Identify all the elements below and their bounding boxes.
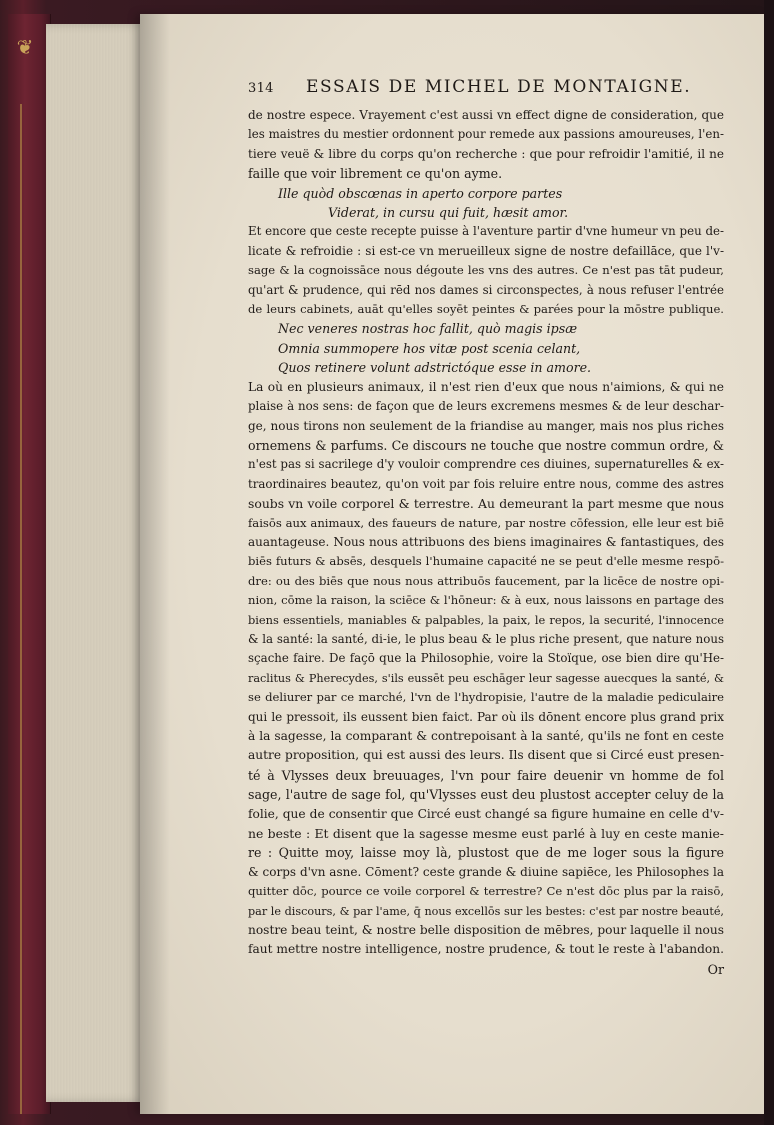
- text-line: nostre beau teint, & nostre belle disposition de mēbres, pour laquelle il nous: [248, 923, 724, 938]
- text-line: raclitus & Pherecydes, s'ils eussēt peu eschāger leur sagesse auecques la santé, &: [248, 671, 724, 685]
- paragraph-2: [248, 222, 724, 319]
- page-number: 314: [248, 81, 274, 96]
- text-line: soubs vn voile corporel & terrestre. Au demeurant la part mesme que nous: [248, 496, 724, 512]
- text-line: ornemens & parfums. Ce discours ne touche que nostre commun ordre, &: [248, 437, 724, 453]
- text-line: de nostre espece. Vrayement c'est aussi vn effect digne de consideration, que: [248, 108, 724, 122]
- verse-line: Ille quòd obscœnas in aperto corpore partes: [278, 185, 563, 201]
- text-line: qu'art & prudence, qui rēd nos dames si circonspectes, à nous refuser l'entrée: [248, 282, 724, 297]
- running-title: ESSAIS DE MICHEL DE MONTAIGNE.: [306, 77, 692, 97]
- text-line: ge, nous tirons non seulement de la friandise au manger, mais nos plus riches: [248, 418, 724, 433]
- text-line: faisōs aux animaux, des faueurs de nature, par nostre cōfession, elle leur est biē: [248, 515, 724, 530]
- text-line: re : Quitte moy, laisse moy là, plustost que de me loger sous la figure: [248, 845, 724, 861]
- text-line: biēs futurs & absēs, desquels l'humaine capacité ne se peut d'elle mesme respō-: [248, 554, 724, 569]
- text-line: autre proposition, qui est aussi des leurs. Ils disent que si Circé eust presen-: [248, 748, 724, 763]
- book-cover-spine: [8, 14, 51, 1114]
- text-line: & corps d'vn asne. Cōment? ceste grande & diuine sapiēce, les Philosophes la: [248, 864, 724, 879]
- text-line: té à Vlysses deux breuuages, l'vn pour faire deuenir vn homme de fol: [248, 767, 724, 783]
- text-line: & la santé: la santé, di-ie, le plus beau & le plus riche present, que nature nous: [248, 631, 724, 646]
- text-line: sage, l'autre de sage fol, qu'Vlysses eust deu plustost accepter celuy de la: [248, 787, 724, 803]
- text-line: traordinaires beautez, qu'on voit par fois reluire entre nous, comme des astres: [248, 476, 724, 491]
- text-block: [248, 78, 724, 979]
- text-line: faut mettre nostre intelligence, nostre prudence, & tout le reste à l'abandon.: [248, 942, 724, 957]
- text-line: ne beste : Et disent que la sagesse mesme eust parlé à luy en ceste manie-: [248, 826, 724, 842]
- text-line: auantageuse. Nous nous attribuons des biens imaginaires & fantastiques, des: [248, 534, 724, 549]
- text-line: par le discours, & par l'ame, q̄ nous excellōs sur les bestes: c'est par nostre beauté,: [248, 904, 724, 918]
- text-line: biens essentiels, maniables & palpables, la paix, le repos, la securité, l'innocence: [248, 612, 724, 627]
- text-line: les maistres du mestier ordonnent pour remede aux passions amoureuses, l'en-: [248, 127, 724, 142]
- text-line: quitter dōc, pource ce voile corporel & terrestre? Ce n'est dōc plus par la raisō,: [248, 884, 724, 899]
- gutter-shadow: [140, 14, 170, 1114]
- verse-line: Omnia summopere hos vitæ post scenia celant,: [278, 340, 581, 356]
- text-line: qui le pressoit, ils eussent bien faict. Par où ils dōnent encore plus grand prix: [248, 709, 724, 724]
- text-line: sage & la cognoissāce nous dégoute les vns des autres. Ce n'est pas tāt pudeur,: [248, 263, 724, 278]
- verse-line: Quos retinere volunt adstrictóque esse in amore.: [278, 360, 592, 376]
- text-line: dre: ou des biēs que nous nous attribuōs faucement, par la licēce de nostre opi-: [248, 573, 724, 588]
- text-line: sçache faire. De façō que la Philosophie, voire la Stoïque, ose bien dire qu'He-: [248, 651, 724, 666]
- text-line: tiere veuë & libre du corps qu'on recherche : que pour refroidir l'amitié, il ne: [248, 146, 724, 161]
- text-line: à la sagesse, la comparant & contrepoisant à la santé, qu'ils ne font en ceste: [248, 729, 724, 743]
- paragraph-3: [248, 378, 724, 960]
- text-line: de leurs cabinets, auāt qu'elles soyēt peintes & parées pour la mōstre publique.: [248, 302, 724, 317]
- gilt-ornament-icon: ❦: [16, 35, 34, 59]
- text-line: nion, cōme la raison, la sciēce & l'hōneur: & à eux, nous laissons en partage des: [248, 593, 724, 608]
- text-line: folie, que de consentir que Circé eust changé sa figure humaine en celle d'v-: [248, 806, 724, 821]
- catchword: Or: [707, 961, 724, 977]
- verse-line: Nec veneres nostras hoc fallit, quò magis ipsæ: [278, 321, 578, 337]
- page-header: [248, 78, 724, 106]
- text-line: faille que voir librement ce qu'on ayme.: [248, 166, 503, 182]
- text-line: Et encore que ceste recepte puisse à l'aventure partir d'vne humeur vn peu de-: [248, 224, 724, 239]
- text-line: La où en plusieurs animaux, il n'est rien d'eux que nous n'aimions, & qui ne: [248, 379, 724, 394]
- text-line: se deliurer par ce marché, l'vn de l'hydropisie, l'autre de la maladie pediculaire: [248, 690, 724, 705]
- verse-quotation-1: [248, 184, 724, 223]
- gilt-rule: [20, 104, 22, 1114]
- verse-quotation-2: [248, 319, 724, 377]
- page-edges: [46, 24, 146, 1102]
- text-line: licate & refroidie : si est-ce vn merueilleux signe de nostre defaillāce, que l'v-: [248, 243, 724, 258]
- text-line: n'est pas si sacrilege d'y vouloir comprendre ces diuines, supernaturelles & ex-: [248, 457, 724, 472]
- text-line: plaise à nos sens: de façon que de leurs excremens mesmes & de leur deschar-: [248, 399, 724, 414]
- verse-line: Viderat, in cursu qui fuit, hæsit amor.: [328, 205, 569, 221]
- right-edge: [764, 0, 774, 1125]
- paragraph-1: [248, 106, 724, 184]
